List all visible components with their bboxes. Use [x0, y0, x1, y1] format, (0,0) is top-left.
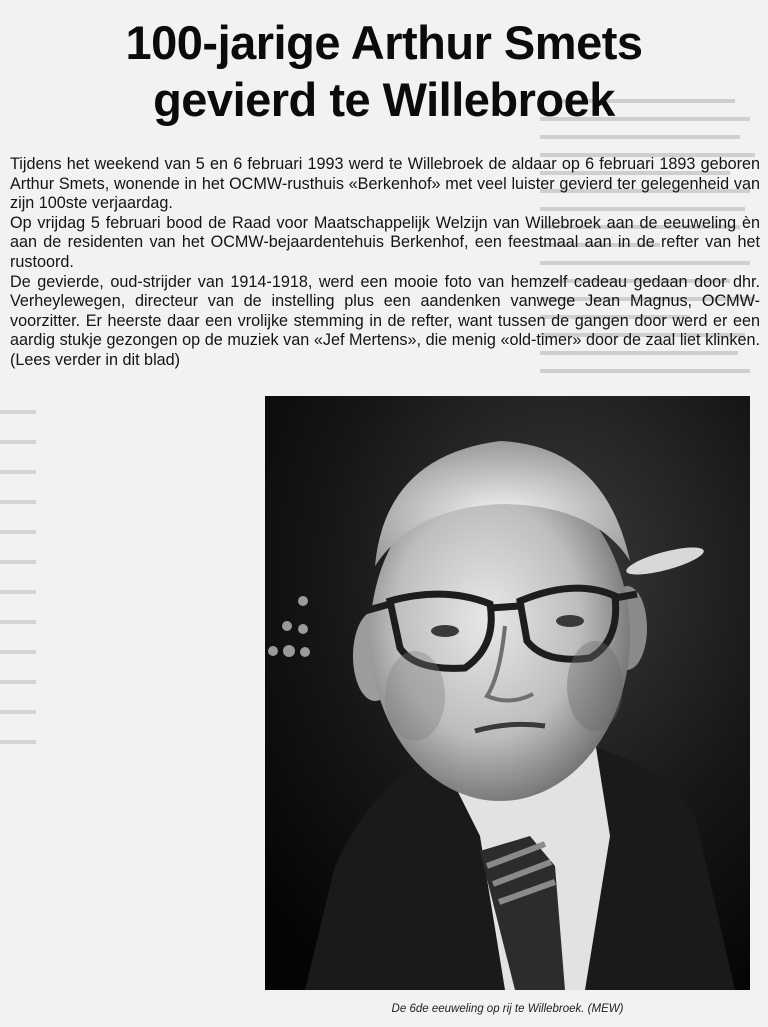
article-paragraph-3: De gevierde, oud-strijder van 1914-1918, werd een mooie foto van hemzelf cadeau gedaan door dhr. Verheylewegen, directeur van de instelling plus een aandenken vanwege Jean Magnus, OCMW-voorzitter. Er heerste daar een vrolijke stemming in de refter, want tussen de gangen door werd er een aardig stukje gezongen op de muziek van «Jef Mertens», die menig «old-timer» door de zaal liet klinken. (Lees verder in dit blad): [10, 272, 760, 369]
headline-line-2: gevierd te Willebroek: [153, 73, 615, 126]
bleed-through-texture-left: [0, 400, 40, 760]
headline-line-1: 100-jarige Arthur Smets: [125, 16, 643, 69]
bleed-through-lines-left-icon: [0, 400, 40, 760]
headline: [0, 14, 768, 128]
article-paragraph-1: Tijdens het weekend van 5 en 6 februari 1993 werd te Willebroek de aldaar op 6 februari 1893 geboren Arthur Smets, wonende in het OCMW-rusthuis «Berkenhof» met veel luister gevierd ter gelegenheid van zijn 100ste verjaardag.: [10, 155, 760, 213]
article-paragraph-2: Op vrijdag 5 februari bood de Raad voor Maatschappelijk Welzijn van Willebroek aan de eeuweling èn aan de residenten van het OCMW-bejaardentehuis Berkenhof, een feestmaal aan in de refter van het rustoord.: [10, 213, 760, 271]
portrait-photo-icon: [265, 396, 750, 990]
portrait-photo: [265, 396, 750, 990]
article-body: [10, 155, 760, 371]
photo-caption: De 6de eeuweling op rij te Willebroek. (MEW): [391, 1003, 624, 1015]
